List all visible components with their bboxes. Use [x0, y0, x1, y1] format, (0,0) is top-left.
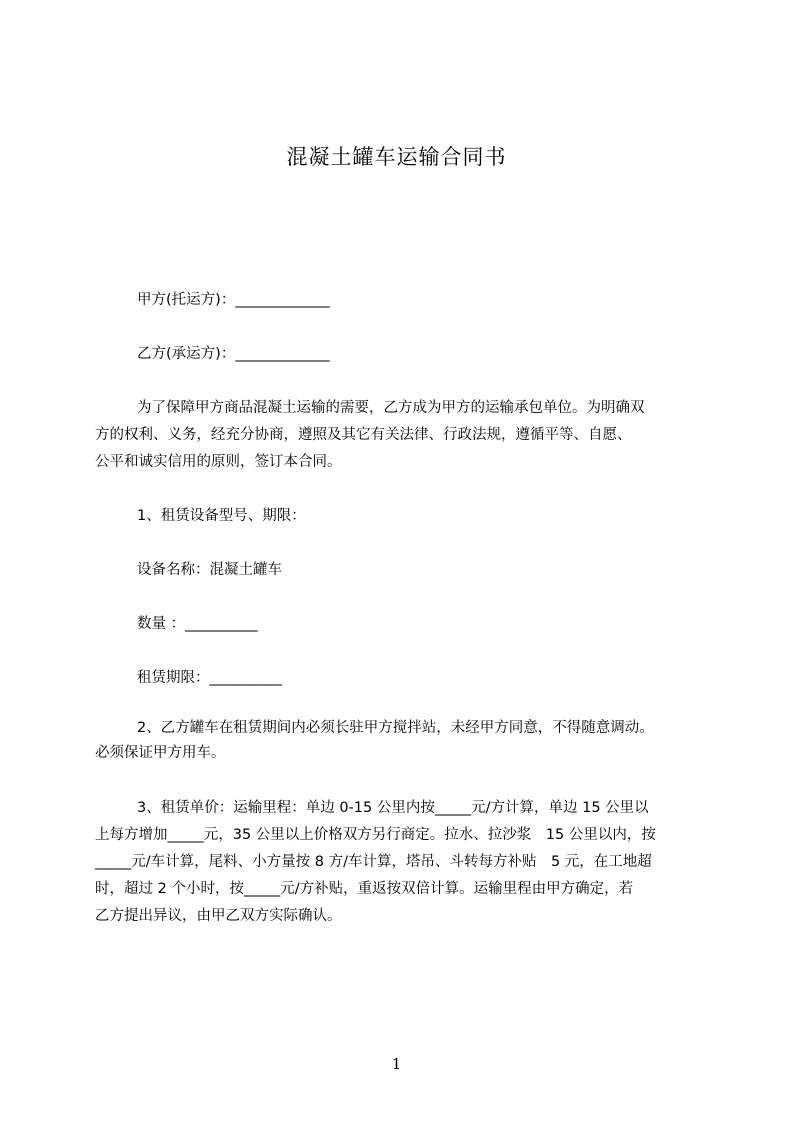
quantity-line: 数量 ：__________ — [137, 616, 258, 632]
section-2-line: 必须保证甲方用车。 — [95, 745, 226, 761]
section-3-line: 上每方增加_____元，35 公里以上价格双方另行商定。拉水、拉沙浆 15 公里以内，按 — [95, 827, 656, 843]
document-title: 混凝土罐车运输合同书 — [286, 145, 507, 169]
section-3-paragraph — [95, 798, 698, 934]
term-line: 租赁期限：__________ — [137, 670, 282, 686]
page-number: 1 — [391, 1055, 402, 1073]
section-2-line: 2、乙方罐车在租赁期间内必须长驻甲方搅拌站，未经甲方同意，不得随意调动。 — [137, 720, 654, 736]
section-3-line: 3、租赁单价：运输里程：单边 0-15 公里内按_____元/方计算，单边 15 公里以 — [137, 800, 649, 816]
section-3-line: 乙方提出异议，由甲乙双方实际确认。 — [95, 908, 342, 924]
party-b-line: 乙方(承运方)：_____________ — [137, 346, 330, 362]
section-2-paragraph — [95, 718, 698, 768]
intro-paragraph — [95, 398, 698, 478]
section-1-heading: 1、租赁设备型号、期限： — [137, 508, 306, 524]
section-3-line: _____元/车计算，尾料、小方量按 8 方/车计算，塔吊、斗转每方补贴 5 元，在工地超 — [95, 854, 652, 870]
intro-line: 为了保障甲方商品混凝土运输的需要，乙方成为甲方的运输承包单位。为明确双 — [137, 400, 645, 416]
equipment-name-line: 设备名称：混凝土罐车 — [137, 562, 282, 578]
section-3-line: 时，超过 2 个小时，按_____元/方补贴，重返按双倍计算。运输里程由甲方确定，若 — [95, 881, 634, 897]
intro-line: 公平和诚实信用的原则，签订本合同。 — [95, 454, 342, 470]
intro-line: 方的权利、义务，经充分协商，遵照及其它有关法律、行政法规，遵循平等、自愿、 — [95, 427, 632, 443]
party-a-line: 甲方(托运方)：_____________ — [137, 292, 330, 308]
